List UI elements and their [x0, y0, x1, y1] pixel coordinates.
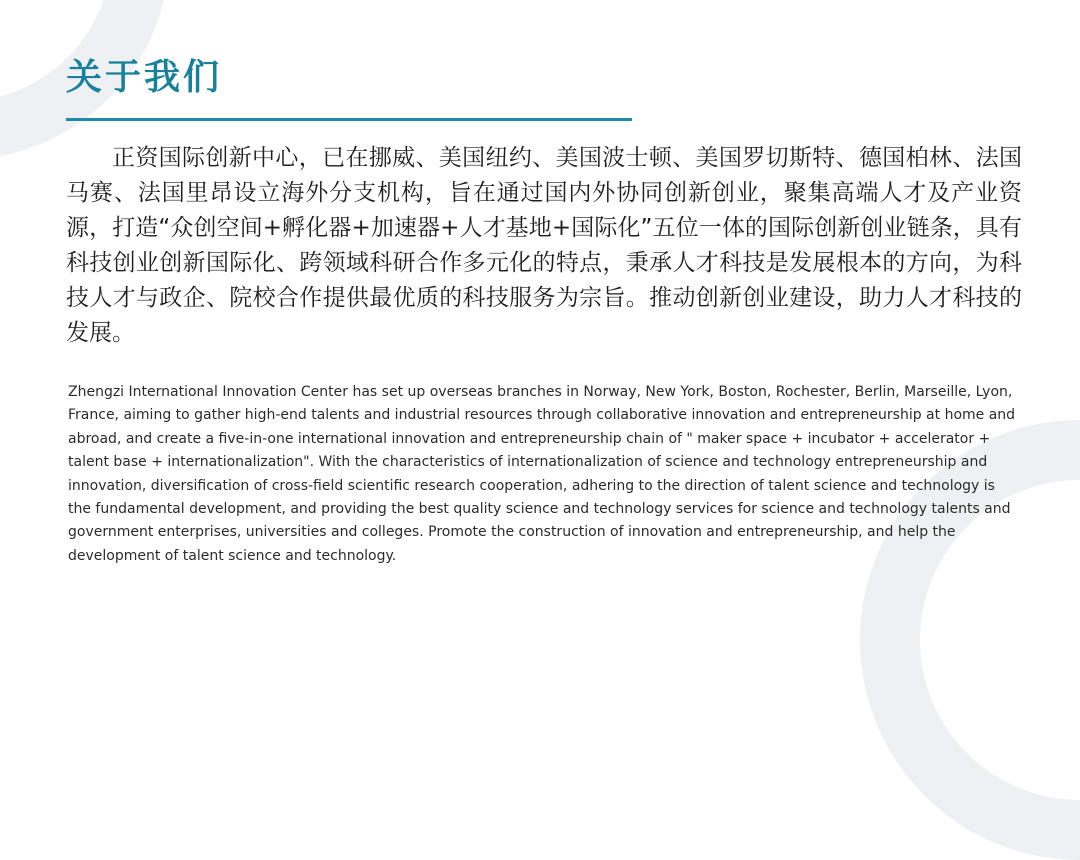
chinese-paragraph: 正资国际创新中心，已在挪威、美国纽约、美国波士顿、美国罗切斯特、德国柏林、法国马赛、法国里昂设立海外分支机构，旨在通过国内外协同创新创业，聚集高端人才及产业资源，打造“众创空间+孵化器+加速器+人才基地+国际化”五位一体的国际创新创业链条，具有科技创业创新国际化、跨领域科研合作多元化的特点，秉承人才科技是发展根本的方向，为科技人才与政企、院校合作提供最优质的科技服务为宗旨。推动创新创业建设，助力人才科技的发展。: [66, 145, 1022, 346]
page-title: 关于我们: [66, 57, 223, 98]
title-underline: [66, 118, 632, 121]
english-paragraph: Zhengzi International Innovation Center has set up overseas branches in Norway, New York, Boston, Rochester, Berlin, Marseille, Lyon, France, aiming to gather high-end talents and industrial resources through collaborative innovation and entrepreneurship at home and abroad, and create a five-in-one international innovation and entrepreneurship chain of " maker space + incubator + accelerator + talent base + internationalization". With the characteristics of internationalization of science and technology entrepreneurship and innovation, diversification of cross-field scientific research cooperation, adhering to the direction of talent science and technology is the fundamental development, and providing the best quality science and technology services for science and technology talents and government enterprises, universities and colleges. Promote the construction of innovation and entrepreneurship, and help the development of talent science and technology.: [68, 384, 1016, 564]
